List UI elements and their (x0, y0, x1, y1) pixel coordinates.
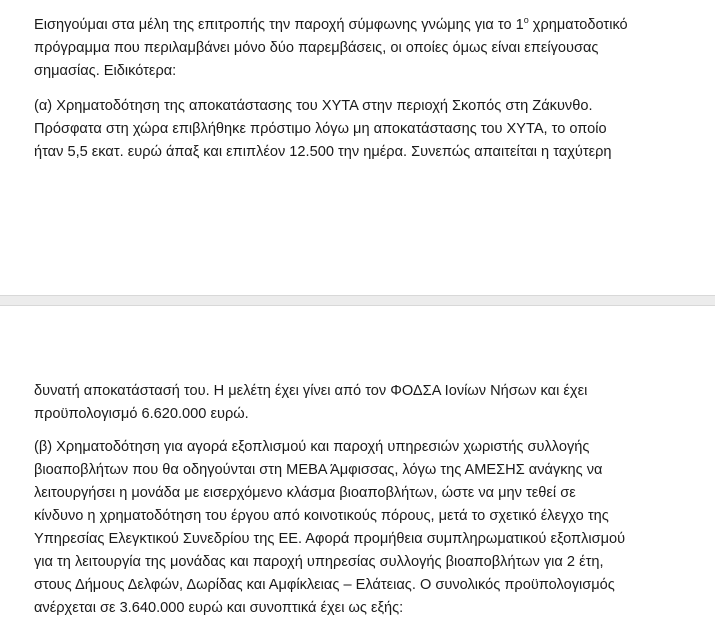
item-b-line-2: βιοαποβλήτων που θα οδηγούνται στη ΜΕΒΑ Άμφισσας, λόγω της ΑΜΕΣΗΣ ανάγκης να (34, 462, 603, 478)
intro-line-1 (34, 14, 694, 37)
item-b-paragraph (34, 436, 694, 620)
intro-paragraph (34, 14, 694, 83)
item-b-line-5: Υπηρεσίας Ελεγκτικού Συνεδρίου της ΕΕ. Αφορά προμήθεια συμπληρωματικού εξοπλισμού (34, 531, 626, 547)
item-a-line-2: Πρόσφατα στη χώρα επιβλήθηκε πρόστιμο λόγω μη αποκατάστασης του ΧΥΤΑ, το οποίο (34, 121, 607, 137)
document-page-top (0, 0, 715, 295)
intro-line-3: σημασίας. Ειδικότερα: (34, 63, 177, 79)
item-b-line-7: στους Δήμους Δελφών, Δωρίδας και Αμφίκλειας – Ελάτειας. Ο συνολικός προϋπολογισμός (34, 577, 615, 593)
ordinal-superscript: ο (523, 15, 529, 26)
item-a-continued-paragraph (34, 380, 694, 426)
item-a-paragraph (34, 95, 694, 164)
item-b-line-1: (β) Χρηματοδότηση για αγορά εξοπλισμού και παροχή υπηρεσιών χωριστής συλλογής (34, 439, 590, 455)
document-page-bottom (0, 306, 715, 640)
item-b-line-8: ανέρχεται σε 3.640.000 ευρώ και συνοπτικά έχει ως εξής: (34, 600, 404, 616)
item-a-line-1: (α) Χρηματοδότηση της αποκατάστασης του ΧΥΤΑ στην περιοχή Σκοπός στη Ζάκυνθο. (34, 98, 593, 114)
item-b-line-3: λειτουργήσει η μονάδα με εισερχόμενο κλάσμα βιοαποβλήτων, ώστε να μην τεθεί σε (34, 485, 576, 501)
intro-line-1-tail: χρηματοδοτικό (528, 17, 628, 33)
item-b-line-4: κίνδυνο η χρηματοδότηση του έργου από κοινοτικούς πόρους, μετά το σχετικό έλεγχο της (34, 508, 609, 524)
page-break-separator (0, 295, 715, 306)
item-b-line-6: για τη λειτουργία της μονάδας και παροχή υπηρεσίας συλλογής βιοαποβλήτων για 2 έτη, (34, 554, 604, 570)
intro-line-1-text: Εισηγούμαι στα μέλη της επιτροπής την παροχή σύμφωνης γνώμης για το 1 (34, 17, 524, 33)
item-a-line-3: ήταν 5,5 εκατ. ευρώ άπαξ και επιπλέον 12.500 την ημέρα. Συνεπώς απαιτείται η ταχύτερη (34, 144, 612, 160)
item-a-cont-line-2: προϋπολογισμό 6.620.000 ευρώ. (34, 406, 249, 422)
item-a-cont-line-1: δυνατή αποκατάστασή του. Η μελέτη έχει γίνει από τον ΦΟΔΣΑ Ιονίων Νήσων και έχει (34, 383, 588, 399)
intro-line-2: πρόγραμμα που περιλαμβάνει μόνο δύο παρεμβάσεις, οι οποίες όμως είναι επείγουσας (34, 40, 599, 56)
